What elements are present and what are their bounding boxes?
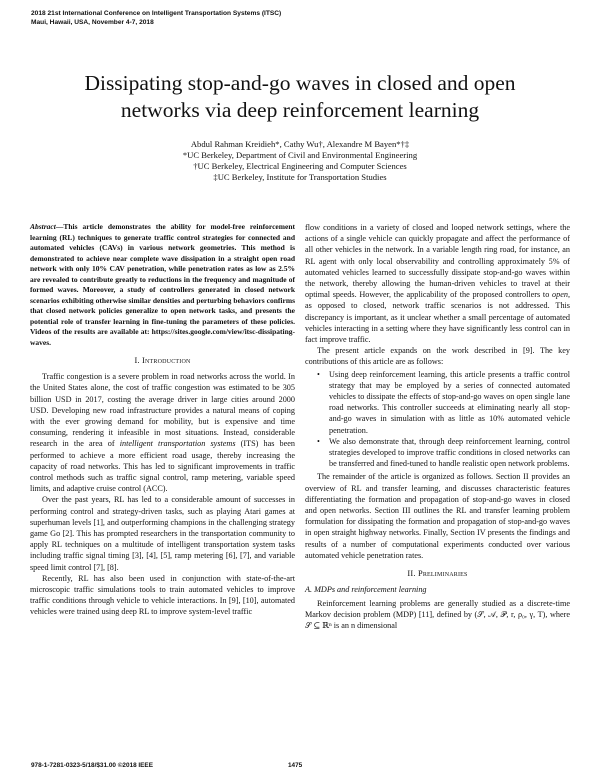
affiliation-1: *UC Berkeley, Department of Civil and Environmental Engineering — [182, 150, 418, 160]
abstract-lead: Abstract — [30, 222, 56, 231]
right-p1-text-continued: , as opposed to closed, network traffic scenarios is not addressed. This discrepancy is important, as it unclear whether a small percentage of automated vehicles interacting in a setting where they have significantly less control can in fact improve traffic. — [305, 290, 570, 345]
title-line-2: networks via deep reinforcement learning — [120, 98, 480, 122]
right-p1-emphasis: open — [552, 290, 568, 300]
footer-isbn: 978-1-7281-0323-5/18/$31.00 ©2018 IEEE — [31, 762, 153, 769]
author-names: Abdul Rahman Kreidieh*, Cathy Wu†, Alexandre M Bayen*†‡ — [190, 139, 410, 149]
section-heading-preliminaries: II. Preliminaries — [407, 569, 468, 579]
right-column — [305, 222, 570, 631]
conference-location: Maui, Hawaii, USA, November 4-7, 2018 — [31, 19, 154, 26]
paper-title — [0, 70, 600, 124]
intro-paragraph-3-continued — [305, 222, 570, 345]
bullet-icon: • — [317, 369, 320, 379]
abstract-text: —This article demonstrates the ability for model-free reinforcement learning (RL) techniques to generate traffic control strategies for connected and automated vehicles (CAVs) in various network geometries. This method is demonstrated to achieve near complete wave dissipation in a straight open road network with only 10% CAV penetration, while penetration rates as low as 2.5% are revealed to contribute greatly to reductions in the frequency and magnitude of formed waves. Moreover, a study of controllers generated in closed network scenarios exhibiting otherwise similar densities and perturbing behaviors confirms that closed network policies generalize to open network tasks, and presents the potential role of transfer learning in fine-tuning the parameters of these policies. Videos of the results are available at: https://sites.google.com/view/itsc-dissipating-waves. — [30, 222, 295, 347]
contributions-intro: The present article expands on the work described in [9]. The key contributions of this article are as follows: — [305, 346, 570, 367]
left-column — [30, 222, 295, 618]
section-heading-introduction: I. Introduction — [134, 356, 191, 365]
title-line-1: Dissipating stop-and-go waves in closed and open — [84, 71, 516, 95]
page-number: 1475 — [288, 762, 303, 769]
list-item — [317, 436, 570, 470]
conference-header — [31, 9, 281, 27]
contributions-list — [305, 369, 570, 470]
contribution-1: Using deep reinforcement learning, this article presents a traffic control strategy that may be employed by a series of connected automated vehicles to dissipate the effects of stop-and-go waves on open single lane road networks. This controller succeeds at eliminating nearly all stop-and-go waves in simulation with as little as 10% automated vehicle penetration. — [329, 369, 570, 435]
conference-name: 2018 21st International Conference on Intelligent Transportation Systems (ITSC) — [31, 10, 282, 17]
abstract — [30, 222, 295, 348]
intro-p1-emphasis: intelligent transportation systems — [119, 439, 236, 449]
author-block — [0, 139, 600, 183]
affiliation-3: ‡UC Berkeley, Institute for Transportation Studies — [213, 172, 387, 182]
bullet-icon: • — [317, 436, 320, 446]
intro-paragraph-3: Recently, RL has also been used in conjunction with state-of-the-art microscopic traffic simulations tools to train automated vehicles to improve traffic conditions through vehicle to vehicle interactions. In [9], [10], automated vehicles were trained using deep RL to improve system-level traffic — [30, 573, 295, 617]
intro-paragraph-1 — [30, 371, 295, 494]
affiliation-2: †UC Berkeley, Electrical Engineering and Computer Sciences — [193, 161, 407, 171]
intro-p1-text-continued: (ITS) has been performed to achieve a more efficient road usage, thereby increasing the capacity of road networks. This has led to significant improvements in traffic control methods such as traffic signal control, ramp metering, variable speed limits, and adaptive cruise control (ACC). — [30, 439, 295, 494]
contribution-2: We also demonstrate that, through deep reinforcement learning, control strategies developed to improve traffic conditions in closed networks can be transferred and fined-tuned to handle realistic open network problems. — [329, 436, 570, 469]
organization-paragraph: The remainder of the article is organized as follows. Section II provides an overview of RL and transfer learning, and discusses characteristic features differentiating the formation and propagation of stop-and-go waves in closed and open networks. Section III outlines the RL and transfer learning problem formulation for dissipating the formation and propagation of stop-and-go waves in open straight highway networks. Finally, Section IV presents the findings and results of a number of computational experiments conducted over various automated vehicle penetration rates. — [305, 472, 570, 560]
right-p1-text: flow conditions in a variety of closed and looped network settings, where the actions of a single vehicle can quickly propagate and affect the performance of all other vehicles in the network. In a variable length ring road, for instance, an RL agent with only local observability and controlling approximately 5% of automated vehicles learned to successfully dissipate stop-and-go waves within the network, thereby allowing the human-driven vehicles to travel at their optimal speeds. However, the applicability of the proposed controllers to — [305, 223, 570, 300]
intro-paragraph-2: Over the past years, RL has led to a considerable amount of successes in performing control and strategy-driven tasks, such as playing Atari games at superhuman levels [1], and outperforming champions in the challenging strategy game Go [2]. This has prompted researchers in the transportation community to apply RL techniques on a multitude of intelligent transportation system tasks including traffic signal timing [3], [4], [5], ramp metering [6], [7], and variable speed limit control [7], [8]. — [30, 495, 295, 572]
intro-p1-text: Traffic congestion is a severe problem in road networks across the world. In the United States alone, the cost of traffic congestion was estimated to be 305 billion USD in 2017, costing the average driver in large cities around 2000 USD. Developing new road infrastructure provides a natural means of coping with the ever growing demand for mobility, but is expensive and time consuming, rendering it infeasible in most situations. Instead, considerable research in the area of — [30, 372, 295, 449]
list-item — [317, 369, 570, 436]
subsection-heading-mdps: A. MDPs and reinforcement learning — [305, 585, 427, 595]
mdp-paragraph: Reinforcement learning problems are generally studied as a discrete-time Markov decision problem (MDP) [11], defined by (𝒮, 𝒜, 𝒫, r, ρ₀, γ, T), where 𝒮 ⊆ ℝⁿ is an n dimensional — [305, 598, 570, 630]
